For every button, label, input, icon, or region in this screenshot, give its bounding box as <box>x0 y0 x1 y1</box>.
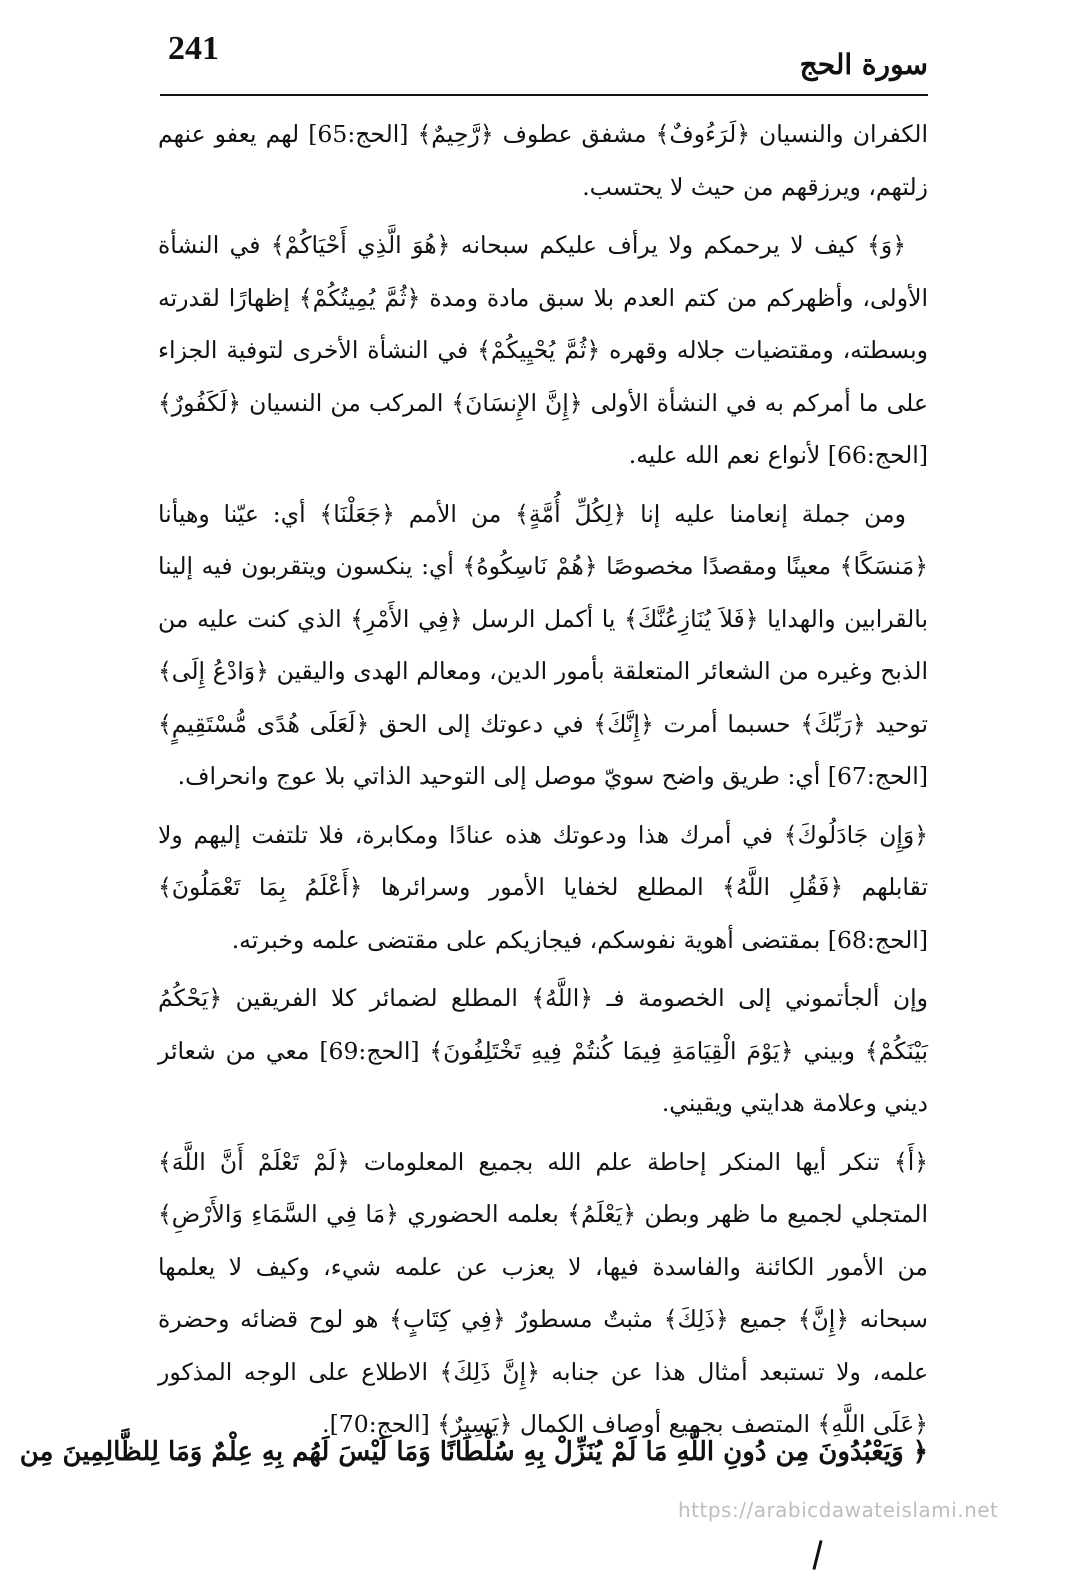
paragraph-5: وإن ألجأتموني إلى الخصومة فـ ﴿اللَّهُ﴾ المطلع لضمائر كلا الفريقين ﴿يَحْكُمُ بَيْنَكُمْ﴾ وبيني ﴿يَوْمَ الْقِيَامَةِ فِيمَا كُنتُمْ فِيهِ تَخْتَلِفُونَ﴾ [الحج:69] معي من شعائر ديني وعلامة هدايتي ويقيني. <box>158 984 928 1117</box>
paragraph-4: ﴿وَإِن جَادَلُوكَ﴾ في أمرك هذا ودعوتك هذه عنادًا ومكابرة، فلا تلتفت إليهم ولا تقابلهم ﴿فَقُلِ اللَّهُ﴾ المطلع لخفايا الأمور وسرائرها ﴿أَعْلَمُ بِمَا تَعْمَلُونَ﴾ [الحج:68] بمقتضى أهوية نفوسكم، فيجازيكم على مقتضى علمه وخبرته. <box>158 820 928 954</box>
quran-verse-line: ﴿ وَيَعْبُدُونَ مِن دُونِ اللَّهِ مَا لَمْ يُنَزِّلْ بِهِ سُلْطَانًا وَمَا لَيْسَ لَهُم بِهِ عِلْمٌ وَمَا لِلظَّالِمِينَ مِن <box>19 1437 928 1467</box>
header-divider <box>160 94 928 96</box>
surah-title: سورة الحج <box>799 48 928 81</box>
paragraph-2: ﴿وَ﴾ كيف لا يرحمكم ولا يرأف عليكم سبحانه ﴿هُوَ الَّذِي أَحْيَاكُمْ﴾ في النشأة الأولى، وأظهركم من كتم العدم بلا سبق مادة ومدة ﴿ثُمَّ يُمِيتُكُمْ﴾ إظهارًا لقدرته وبسطته، ومقتضيات جلاله وقهره ﴿ثُمَّ يُحْيِيكُمْ﴾ في النشأة الأخرى لتوفية الجزاء على ما أمركم به في النشأة الأولى ﴿إِنَّ الإِنسَانَ﴾ المركب من النسيان ﴿لَكَفُورٌ﴾ [الحج:66] لأنواع نعم الله عليه. <box>158 231 928 469</box>
website-watermark: https://arabicdawateislami.net <box>678 1498 999 1522</box>
tafsir-body-text <box>158 108 928 1457</box>
page-number: 241 <box>168 30 219 67</box>
paragraph-3: ومن جملة إنعامنا عليه إنا ﴿لِكُلِّ أُمَّةٍ﴾ من الأمم ﴿جَعَلْنَا﴾ أي: عيّنا وهيأنا ﴿مَنسَكًا﴾ معينًا ومقصدًا مخصوصًا ﴿هُمْ نَاسِكُوهُ﴾ أي: ينكسون ويتقربون فيه إلينا بالقرابين والهدايا ﴿فَلاَ يُنَازِعُنَّكَ﴾ يا أكمل الرسل ﴿فِي الأَمْرِ﴾ الذي كنت عليه من الذبح وغيره من الشعائر المتعلقة بأمور الدين، ومعالم الهدى واليقين ﴿وَادْعُ إِلَى﴾ توحيد ﴿رَبِّكَ﴾ حسبما أمرت ﴿إِنَّكَ﴾ في دعوتك إلى الحق ﴿لَعَلَى هُدًى مُّسْتَقِيمٍ﴾ [الحج:67] أي: طريق واضح سويّ موصل إلى التوحيد الذاتي بلا عوج وانحراف. <box>158 499 928 790</box>
paragraph-6: ﴿أَ﴾ تنكر أيها المنكر إحاطة علم الله بجميع المعلومات ﴿لَمْ تَعْلَمْ أَنَّ اللَّهَ﴾ المتجلي لجميع ما ظهر وبطن ﴿يَعْلَمُ﴾ بعلمه الحضوري ﴿مَا فِي السَّمَاءِ وَالأَرْضِ﴾ من الأمور الكائنة والفاسدة فيها، لا يعزب عن علمه شيء، وكيف لا يعلمها سبحانه ﴿إِنَّ﴾ جميع ﴿ذَلِكَ﴾ مثبتٌ مسطورٌ ﴿فِي كِتَابٍ﴾ هو لوح قضائه وحضرة علمه، ولا تستبعد أمثال هذا عن جنابه ﴿إِنَّ ذَلِكَ﴾ الاطلاع على الوجه المذكور ﴿عَلَى اللَّهِ﴾ المتصف بجميع أوصاف الكمال ﴿يَسِيرٌ﴾ [الحج:70]. <box>158 1147 928 1438</box>
scan-artifact-stroke <box>812 1540 822 1570</box>
paragraph-1: الكفران والنسيان ﴿لَرَءُوفٌ﴾ مشفق عطوف ﴿رَّحِيمٌ﴾ [الحج:65] لهم يعفو عنهم زلتهم، ويرزقهم من حيث لا يحتسب. <box>158 120 928 201</box>
